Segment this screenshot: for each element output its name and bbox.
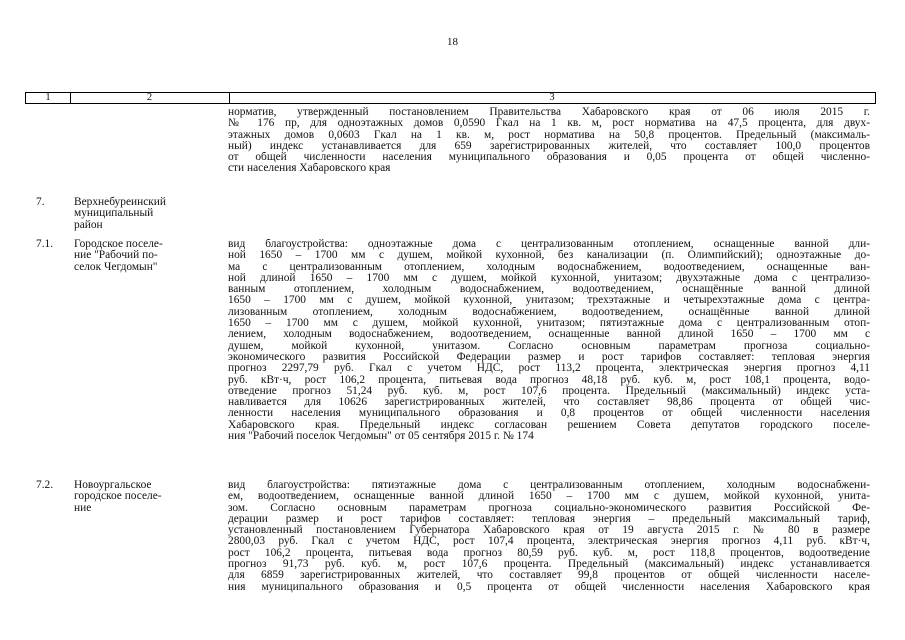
header-col-1: 1	[26, 93, 71, 103]
row-number: 7.2.	[36, 479, 54, 491]
row-description	[228, 239, 870, 442]
header-col-3: 3	[549, 92, 555, 103]
desc-line: отведение прогноз 51,24 руб. куб. м, рост 107,6 процента. Предельный (максимальный) индекс уста-	[228, 385, 870, 397]
desc-line: для 6859 зарегистрированных жителей, что составляет 99,8 процентов от общей численности населе-	[228, 570, 870, 582]
desc-line: № 176 пр, для одноэтажных домов 0,0590 Гкал на 1 кв. м, рост норматива на 47,5 процента, для двух-	[228, 118, 870, 130]
desc-line: этажных домов 0,0603 Гкал на 1 кв. м, рост норматива на 50,8 процентов. Предельный (максималь-	[228, 129, 870, 141]
desc-line: ния муниципального образования и 0,5 процента от общей численности населения Хабаровского края	[228, 581, 870, 593]
desc-line: рост 106,2 процента, питьевая вода прогноз 80,59 руб. куб. м, рост 118,8 процентов, водоотведение	[228, 547, 870, 559]
desc-line: вид благоустройства: пятиэтажные дома с централизованным отоплением, холодным водоснабжени-	[228, 480, 870, 491]
row-name	[74, 239, 202, 273]
name-line: район	[74, 218, 103, 231]
name-line: селок Чегдомын"	[74, 260, 158, 273]
desc-line: лизованным отоплением, холодным водоснабжением, водоотведением, оснащённые ванной длиной	[228, 306, 870, 318]
desc-line: ма с централизованным отоплением, холодным водоснабжением, водоотведением, оснащенные ван-	[228, 261, 870, 273]
name-line: Новоургальское	[74, 479, 152, 491]
name-line: муниципальный	[74, 207, 154, 220]
desc-line: ванным отоплением, холодным водоснабжением, водоотведением, оснащённые ванной длиной	[228, 284, 870, 296]
row-description	[228, 107, 870, 175]
desc-line: сти населения Хабаровского края	[228, 163, 391, 175]
desc-line: норматив, утвержденный постановлением Правительства Хабаровского края от 06 июля 2015 г.	[228, 107, 870, 118]
desc-line: прогноз 91,73 руб. куб. м, рост 107,6 процента. Предельный (максимальный) индекс устанавливается	[228, 559, 870, 571]
table-header	[25, 92, 876, 104]
desc-line: 2800,03 руб. Гкал с учетом НДС, рост 107,4 процента, электрическая энергия прогноз 4,11 руб. кВт·ч,	[228, 536, 870, 548]
name-line: ние "Рабочий по-	[74, 249, 158, 262]
row-number: 7.1.	[36, 238, 54, 250]
row-name	[74, 197, 202, 231]
page-number: 18	[447, 36, 458, 48]
desc-line: навливается для 10626 зарегистрированных жителей, что составляет 98,86 процента от общей чис-	[228, 397, 870, 409]
desc-line: лением, холодным водоснабжением, водоотведением, оснащенные ванной длиной 1650 – 1700 мм с	[228, 329, 870, 341]
desc-line: ной 1650 – 1700 мм с душем, мойкой кухонной, без канализации (п. Олимпийский); одноэтажные до-	[228, 250, 870, 262]
desc-line: ния "Рабочий поселок Чегдомын" от 05 сентября 2015 г. № 174	[228, 431, 534, 443]
name-line: ние	[74, 501, 92, 514]
header-col-2: 2	[70, 93, 230, 103]
desc-line: ленности населения муниципального образования и 0,8 процентов от общей численности населения	[228, 408, 870, 420]
desc-line: ной длиной 1650 – 1700 мм с душем, мойкой кухонной, унитазом; двухэтажные дома с централизо-	[228, 272, 870, 284]
desc-line: руб. кВт·ч, рост 106,2 процента, питьевая вода прогноз 48,18 руб. куб. м, рост 108,1 процента, водо-	[228, 374, 870, 386]
desc-line: вид благоустройства: одноэтажные дома с централизованным отоплением, оснащенные ванной дли-	[228, 239, 870, 250]
desc-line: 1650 – 1700 мм с душем, мойкой кухонной, унитазом; пятиэтажные дома с централизованным отоп-	[228, 318, 870, 330]
desc-line: дерации размер и рост тарифов составляет: тепловая энергия – предельный максимальный тариф,	[228, 513, 870, 525]
row-number: 7.	[36, 196, 45, 208]
name-line: Городское поселе-	[74, 238, 163, 250]
desc-line: от общей численности населения муниципального образования и 0,05 процента от общей численно-	[228, 152, 870, 164]
desc-line: ный) индекс устанавливается для 659 зарегистрированных жителей, что составляет 100,0 процентов	[228, 140, 870, 152]
desc-line: Хабаровского края. Предельный индекс согласован решением Совета депутатов городского поселе-	[228, 419, 870, 431]
desc-line: прогноз 2297,79 руб. Гкал с учетом НДС, рост 113,2 процента, электрическая энергия прогноз 4,11	[228, 363, 870, 375]
desc-line: ем, водоотведением, оснащенные ванной длиной 1650 – 1700 мм с душем, мойкой кухонной, унита-	[228, 491, 870, 503]
row-name	[74, 480, 202, 514]
row-description	[228, 480, 870, 593]
desc-line: установленный постановлением Губернатора Хабаровского края от 19 августа 2015 г. № 80 в размере	[228, 525, 870, 537]
desc-line: 1650 – 1700 мм с душем, мойкой кухонной, унитазом; трехэтажные и четырехэтажные дома с центра-	[228, 295, 870, 307]
desc-line: экономического развития Российской Федерации размер и рост тарифов составляет: тепловая энергия	[228, 351, 870, 363]
name-line: Верхнебуреинский	[74, 196, 166, 208]
desc-line: зом. Согласно основным параметрам прогноза социально-экономического развития Российской Фе-	[228, 502, 870, 514]
name-line: городское поселе-	[74, 490, 162, 503]
desc-line: душем, мойкой кухонной, унитазом. Согласно основным параметрам прогноза социально-	[228, 340, 870, 352]
